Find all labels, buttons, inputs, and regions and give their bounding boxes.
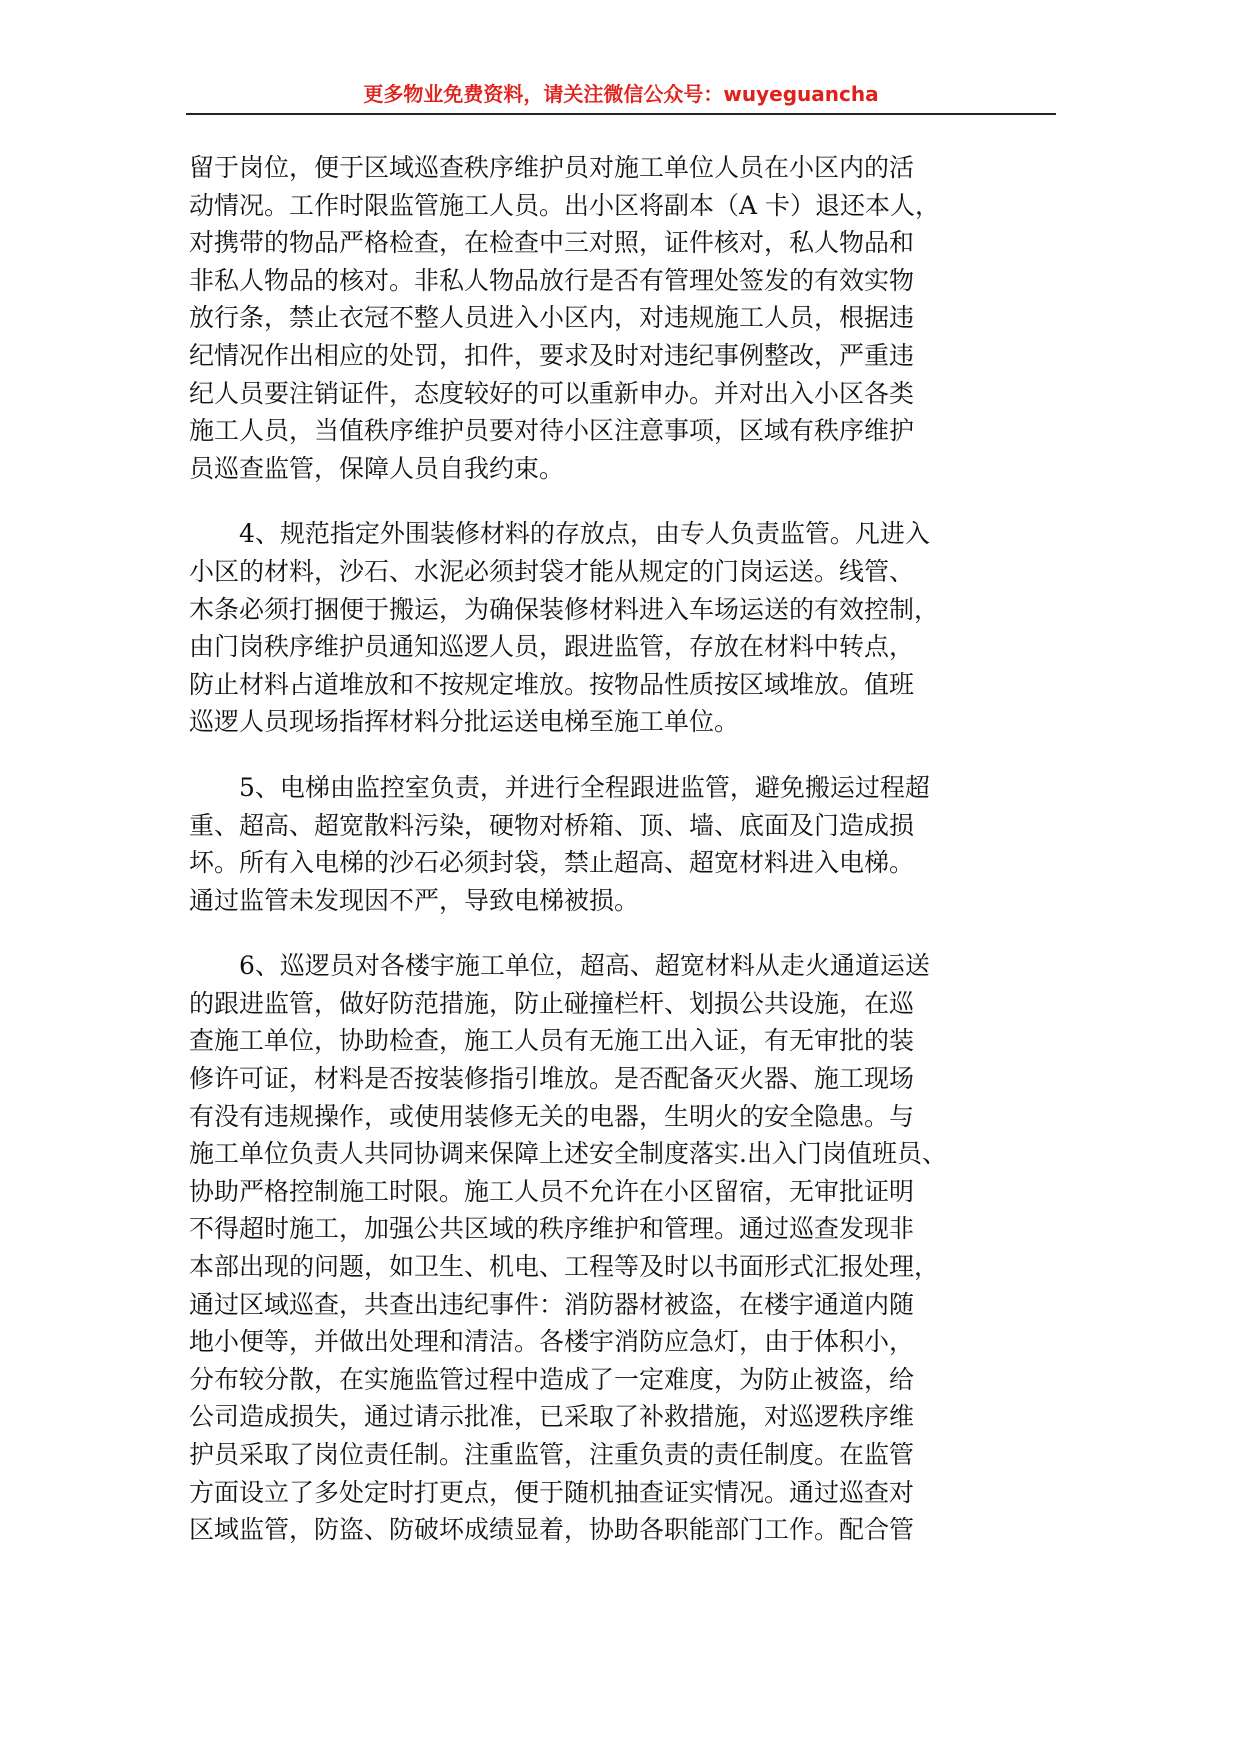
text-line: 纪人员要注销证件，态度较好的可以重新申办。并对出入小区各类 bbox=[189, 378, 915, 408]
text-line: 本部出现的问题，如卫生、机电、工程等及时以书面形式汇报处理， bbox=[189, 1252, 940, 1282]
page-header: 更多物业免费资料，请关注微信公众号：wuyeguancha bbox=[363, 82, 879, 106]
text-line: 查施工单位，协助检查，施工人员有无施工出入证，有无审批的装 bbox=[189, 1026, 915, 1056]
text-line: 通过区域巡查，共查出违纪事件：消防器材被盗，在楼宇通道内随 bbox=[189, 1289, 915, 1319]
text-line: 分布较分散，在实施监管过程中造成了一定难度，为防止被盗，给 bbox=[189, 1364, 915, 1394]
text-line: 不得超时施工，加强公共区域的秩序维护和管理。通过巡查发现非 bbox=[189, 1214, 915, 1244]
text-line: 小区的材料，沙石、水泥必须封袋才能从规定的门岗运送。线管、 bbox=[189, 556, 915, 586]
text-line: 动情况。工作时限监管施工人员。出小区将副本（A 卡）退还本人， bbox=[189, 190, 941, 220]
header-divider bbox=[186, 113, 1056, 115]
text-line: 协助严格控制施工时限。施工人员不允许在小区留宿，无审批证明 bbox=[189, 1176, 915, 1206]
text-line: 对携带的物品严格检查，在检查中三对照，证件核对，私人物品和 bbox=[189, 228, 915, 258]
text-line: 4、规范指定外围装修材料的存放点，由专人负责监管。凡进入 bbox=[239, 519, 930, 549]
paragraph-item-5 bbox=[189, 769, 1069, 919]
text-line: 通过监管未发现因不严，导致电梯被损。 bbox=[189, 885, 640, 915]
text-line: 非私人物品的核对。非私人物品放行是否有管理处签发的有效实物 bbox=[189, 265, 915, 295]
text-line: 5、电梯由监控室负责，并进行全程跟进监管，避免搬运过程超 bbox=[239, 772, 930, 802]
text-line: 纪情况作出相应的处罚，扣件，要求及时对违纪事例整改，严重违 bbox=[189, 340, 915, 370]
text-line: 重、超高、超宽散料污染，硬物对桥箱、顶、墙、底面及门造成损 bbox=[189, 810, 915, 840]
text-line: 由门岗秩序维护员通知巡逻人员，跟进监管，存放在材料中转点， bbox=[189, 632, 915, 662]
paragraph-item-4 bbox=[189, 515, 1069, 741]
text-line: 防止材料占道堆放和不按规定堆放。按物品性质按区域堆放。值班 bbox=[189, 669, 915, 699]
text-line: 留于岗位，便于区域巡查秩序维护员对施工单位人员在小区内的活 bbox=[189, 153, 915, 182]
paragraph-continuation bbox=[189, 149, 1069, 487]
text-line: 坏。所有入电梯的沙石必须封袋，禁止超高、超宽材料进入电梯。 bbox=[189, 848, 915, 878]
text-line: 公司造成损失，通过请示批准，已采取了补救措施，对巡逻秩序维 bbox=[189, 1402, 915, 1432]
text-line: 方面设立了多处定时打更点，便于随机抽查证实情况。通过巡查对 bbox=[189, 1477, 915, 1507]
text-line: 施工单位负责人共同协调来保障上述安全制度落实.出入门岗值班员、 bbox=[189, 1139, 947, 1169]
text-line: 修许可证，材料是否按装修指引堆放。是否配备灭火器、施工现场 bbox=[189, 1064, 915, 1094]
text-line: 员巡查监管，保障人员自我约束。 bbox=[189, 453, 565, 483]
text-line: 放行条，禁止衣冠不整人员进入小区内，对违规施工人员，根据违 bbox=[189, 303, 915, 333]
text-line: 木条必须打捆便于搬运，为确保装修材料进入车场运送的有效控制， bbox=[189, 594, 940, 624]
text-line: 地小便等，并做出处理和清洁。各楼宇消防应急灯，由于体积小， bbox=[189, 1327, 915, 1357]
text-line: 护员采取了岗位责任制。注重监管，注重负责的责任制度。在监管 bbox=[189, 1440, 915, 1469]
text-line: 6、巡逻员对各楼宇施工单位，超高、超宽材料从走火通道运送 bbox=[239, 951, 930, 981]
text-line: 区域监管，防盗、防破坏成绩显着，协助各职能部门工作。配合管 bbox=[189, 1515, 915, 1545]
paragraph-item-6 bbox=[189, 947, 1069, 1549]
text-line: 巡逻人员现场指挥材料分批运送电梯至施工单位。 bbox=[189, 707, 740, 737]
text-line: 的跟进监管，做好防范措施，防止碰撞栏杆、划损公共设施，在巡 bbox=[189, 988, 915, 1018]
text-line: 施工人员，当值秩序维护员要对待小区注意事项，区域有秩序维护 bbox=[189, 416, 915, 446]
document-body bbox=[189, 149, 1069, 1577]
text-line: 有没有违规操作，或使用装修无关的电器，生明火的安全隐患。与 bbox=[189, 1101, 915, 1131]
